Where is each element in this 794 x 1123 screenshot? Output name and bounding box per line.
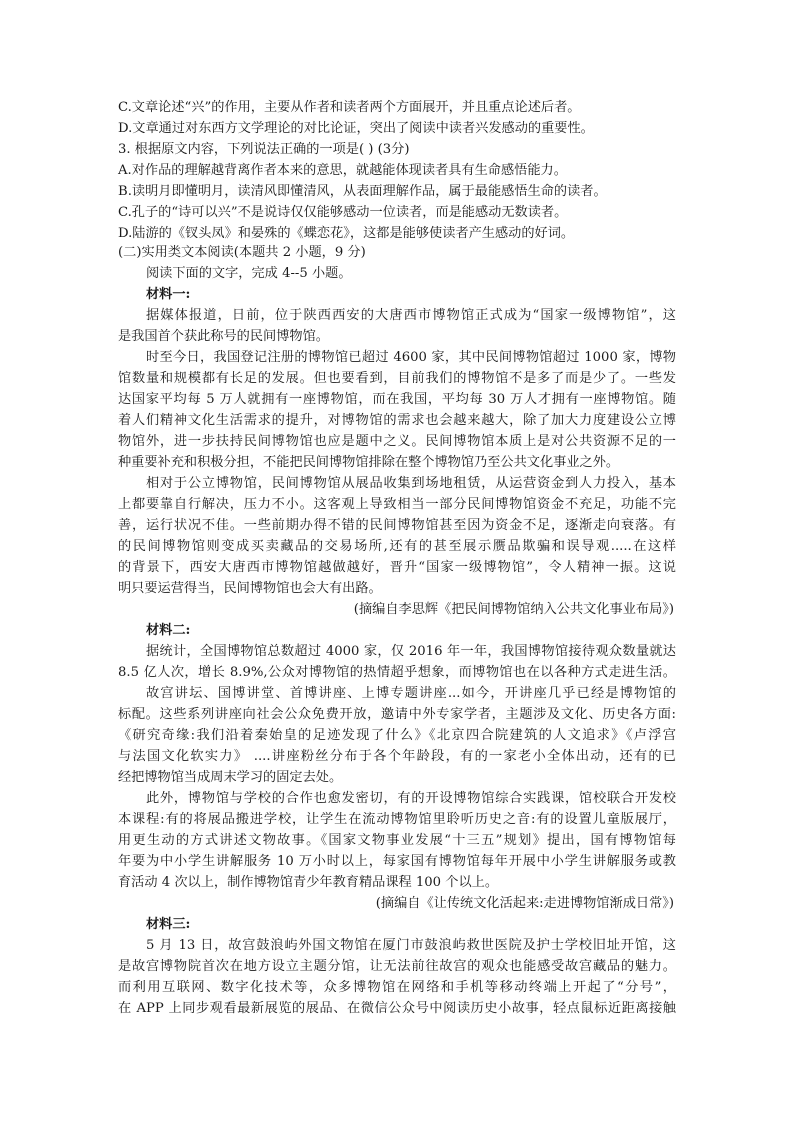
section-heading: (二)实用类文本阅读(本题共 2 小题，9 分) — [118, 245, 366, 260]
paragraph-line: 此外，博物馆与学校的合作也愈发密切，有的开设博物馆综合实践课，馆校联合开发校 — [146, 791, 676, 806]
paragraph-line: 与法国文化软实力》 ....讲座粉丝分布于各个年龄段，有的一家老小全体出动，还有的已 — [118, 749, 676, 764]
paragraph-line: 而利用互联网、数字化技术等，众多博物馆在网络和手机等移动终端上开起了“分号”， — [118, 980, 676, 995]
paragraph-line: 经把博物馆当成周末学习的固定去处。 — [118, 770, 343, 785]
option-line: D.陆游的《钗头凤》和晏殊的《蝶恋花》，这都是能够使读者产生感动的好词。 — [118, 226, 575, 241]
material-heading: 材料二: — [146, 623, 191, 638]
paragraph-line: 明只要运营得当，民间博物馆也会大有出路。 — [118, 581, 382, 596]
paragraph-line: 达国家平均每 5 万人就拥有一座博物馆，而在我国，平均每 30 万人才拥有一座博物馆。随 — [118, 392, 676, 407]
paragraph-line: 种重要补充和积极分担，不能把民间博物馆排除在整个博物馆乃至公共文化事业之外。 — [118, 455, 620, 470]
paragraph-line: 是我国首个获此称号的民间博物馆。 — [118, 329, 329, 344]
paragraph-line: 的民间博物馆则变成买卖藏品的交易场所,还有的甚至展示赝品欺骗和误导观.....在这样 — [118, 539, 676, 554]
paragraph-line: 善，运行状况不佳。一些前期办得不错的民间博物馆甚至因为资金不足，逐渐走向衰落。有 — [118, 518, 676, 533]
paragraph-line: 相对于公立博物馆，民间博物馆从展品收集到场地租赁，从运营资金到人力投入，基本 — [146, 476, 676, 491]
option-line: B.读明月即懂明月，读清风即懂清风，从表面理解作品，属于最能感悟生命的读者。 — [118, 184, 607, 199]
source-citation: (摘编自李思辉《把民间博物馆纳入公共文化事业布局》) — [353, 602, 674, 617]
paragraph-line: 故宫讲坛、国博讲堂、首博讲座、上博专题讲座...如今，开讲座几乎已经是博物馆的 — [146, 686, 676, 701]
paragraph-line: 着人们精神文化生活需求的提升，对博物馆的需求也会越来越大，除了加大力度建设公立博 — [118, 413, 676, 428]
option-line: C.孔子的“诗可以兴”不是说诗仅仅能够感动一位读者，而是能感动无数读者。 — [118, 205, 568, 220]
paragraph-line: 的背景下，西安大唐西市博物馆越做越好，晋升“国家一级博物馆”，令人精神一振。这说 — [118, 560, 676, 575]
paragraph-line: 8.5 亿人次，增长 8.9%,公众对博物馆的热情超乎想象，而博物馆也在以各种方式走进生活。 — [118, 665, 676, 680]
paragraph-line: 本课程:有的将展品搬进学校，让学生在流动博物馆里聆听历史之音:有的设置儿童版展厅， — [118, 812, 676, 827]
paragraph-line: 用更生动的方式讲述文物故事。《国家文物事业发展“十三五”规划》提出，国有博物馆每 — [118, 833, 676, 848]
material-heading: 材料三: — [146, 917, 191, 932]
instruction-line: 阅读下面的文字，完成 4--5 小题。 — [146, 266, 352, 281]
paragraph-line: 时至今日，我国登记注册的博物馆已超过 4600 家，其中民间博物馆超过 1000 家，博物 — [146, 350, 676, 365]
option-line: A.对作品的理解越背离作者本来的意思，就越能体现读者具有生命感悟能力。 — [118, 163, 567, 178]
paragraph-line: 《研究奇缘:我们沿着秦始皇的足迹发现了什么》《北京四合院建筑的人文追求》《卢浮宫 — [118, 728, 676, 743]
paragraph-line: 上都要靠自行解决，压力不小。这客观上导致相当一部分民间博物馆资金不充足，功能不完 — [118, 497, 676, 512]
paragraph-line: 标配。这些系列讲座向社会公众免费开放，邀请中外专家学者，主题涉及文化、历史各方面: — [118, 707, 676, 722]
paragraph-line: 5 月 13 日，故宫鼓浪屿外国文物馆在厦门市鼓浪屿救世医院及护士学校旧址开馆，这 — [146, 938, 676, 953]
material-heading: 材料一: — [146, 287, 191, 302]
paragraph-line: 育活动 4 次以上，制作博物馆青少年教育精品课程 100 个以上。 — [118, 875, 499, 890]
source-citation: (摘编自《让传统文化活起来:走进博物馆渐成日常》) — [375, 896, 674, 911]
paragraph-line: 是故宫博物院首次在地方设立主题分馆，让无法前往故宫的观众也能感受故宫藏品的魅力。 — [118, 959, 676, 974]
option-line: C.文章论述“兴”的作用，主要从作者和读者两个方面展开，并且重点论述后者。 — [118, 100, 581, 115]
question-line: 3. 根据原文内容，下列说法正确的一项是( ) (3分) — [118, 142, 410, 157]
paragraph-line: 物馆外，进一步扶持民间博物馆也应是题中之义。民间博物馆本质上是对公共资源不足的一 — [118, 434, 676, 449]
paragraph-line: 据媒体报道，日前，位于陕西西安的大唐西市博物馆正式成为“国家一级博物馆”，这 — [146, 308, 676, 323]
paragraph-line: 年要为中小学生讲解服务 10 万小时以上，每家国有博物馆每年开展中小学生讲解服务或教 — [118, 854, 676, 869]
paragraph-line: 在 APP 上同步观看最新展览的展品、在微信公众号中阅读历史小故事，轻点鼠标近距离接触 — [118, 1001, 676, 1016]
option-line: D.文章通过对东西方文学理论的对比论证，突出了阅读中读者兴发感动的重要性。 — [118, 121, 594, 136]
paragraph-line: 馆数量和规模都有长足的发展。但也要看到，目前我们的博物馆不是多了而是少了。一些发 — [118, 371, 676, 386]
paragraph-line: 据统计，全国博物馆总数超过 4000 家，仅 2016 年一年，我国博物馆接待观众数量就达 — [146, 644, 676, 659]
